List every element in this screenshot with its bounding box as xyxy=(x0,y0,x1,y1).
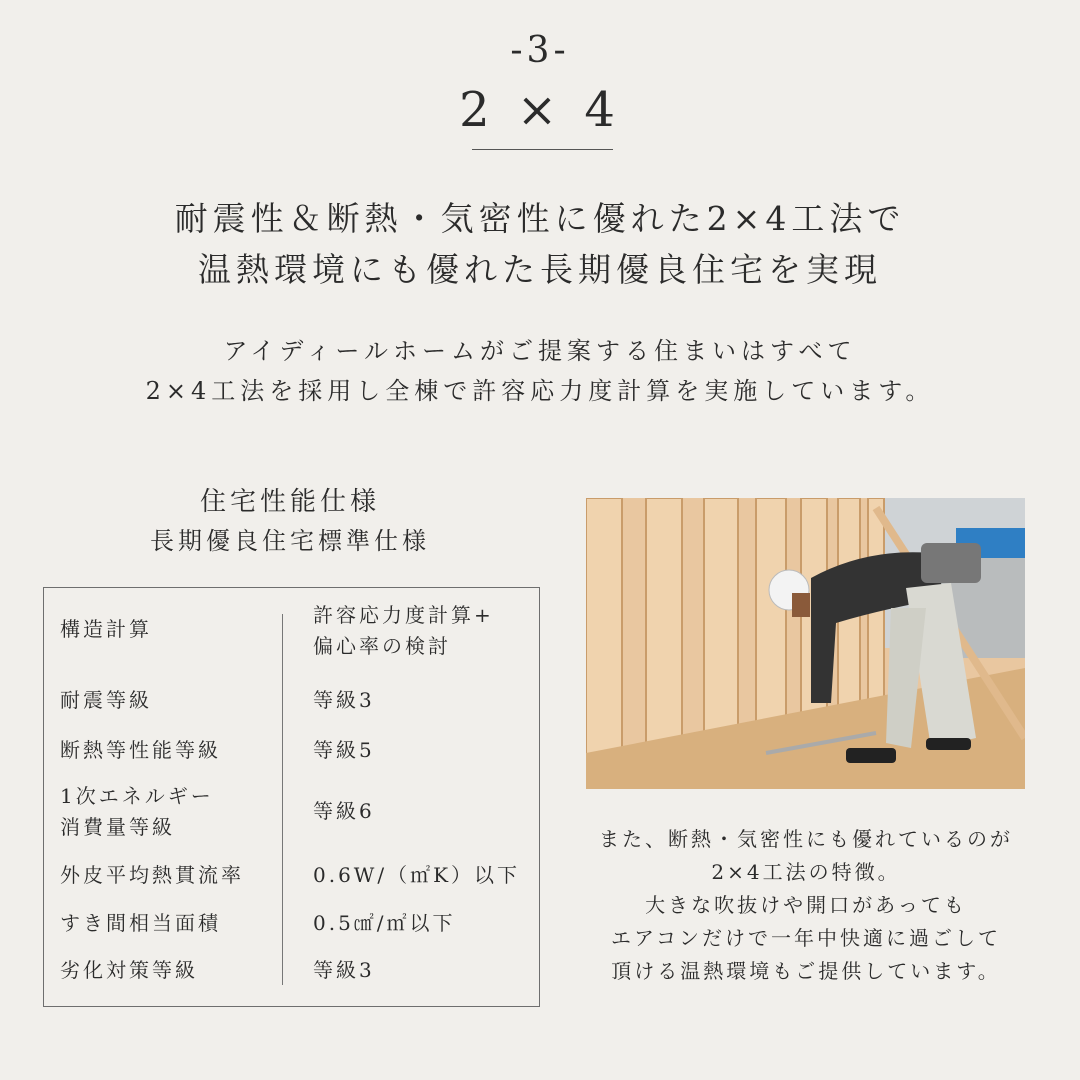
spec-value-seismic: 等級3 xyxy=(313,688,375,712)
spec-label-energy: 1次エネルギー 消費量等級 xyxy=(60,784,214,839)
caption-line-2: 2×4工法の特徴。 xyxy=(711,860,901,884)
spec-label-deterioration: 劣化対策等級 xyxy=(60,958,198,982)
caption-line-5: 頂ける温熱環境もご提供しています。 xyxy=(611,959,1001,983)
caption-line-1: また、断熱・気密性にも優れているのが xyxy=(599,827,1013,851)
title-underline xyxy=(472,149,613,150)
spec-subheading: 長期優良住宅標準仕様 xyxy=(150,527,430,555)
spec-value-deterioration: 等級3 xyxy=(313,958,375,982)
spec-value-insulation: 等級5 xyxy=(313,738,375,762)
spec-value-structure: 許容応力度計算+ 偏心率の検討 xyxy=(313,603,494,658)
spec-label-insulation: 断熱等性能等級 xyxy=(60,738,221,762)
carpenter-photo xyxy=(586,498,1025,789)
caption-line-4: エアコンだけで一年中快適に過ごして xyxy=(611,926,1001,950)
intro-line-2: 2×4工法を採用し全棟で許容応力度計算を実施しています。 xyxy=(145,377,935,405)
intro-line-1: アイディールホームがご提案する住まいはすべて xyxy=(223,337,857,365)
spec-heading: 住宅性能仕様 xyxy=(199,487,380,517)
spec-label-ua: 外皮平均熱貫流率 xyxy=(60,863,244,887)
section-title: 2 × 4 xyxy=(459,82,621,138)
spec-value-ua: 0.6W/（㎡K）以下 xyxy=(313,863,521,887)
spec-table-divider xyxy=(282,614,283,985)
caption-line-3: 大きな吹抜けや開口があっても xyxy=(645,893,967,917)
section-number: -3- xyxy=(510,30,570,71)
headline-line-1: 耐震性＆断熱・気密性に優れた2×4工法で xyxy=(174,199,906,238)
headline-line-2: 温熱環境にも優れた長期優良住宅を実現 xyxy=(198,250,882,289)
spec-label-airtight: すき間相当面積 xyxy=(60,911,221,935)
spec-label-structure: 構造計算 xyxy=(60,617,152,641)
spec-value-airtight: 0.5㎠/㎡以下 xyxy=(313,911,456,935)
spec-label-seismic: 耐震等級 xyxy=(60,688,152,712)
spec-value-energy: 等級6 xyxy=(313,799,375,823)
